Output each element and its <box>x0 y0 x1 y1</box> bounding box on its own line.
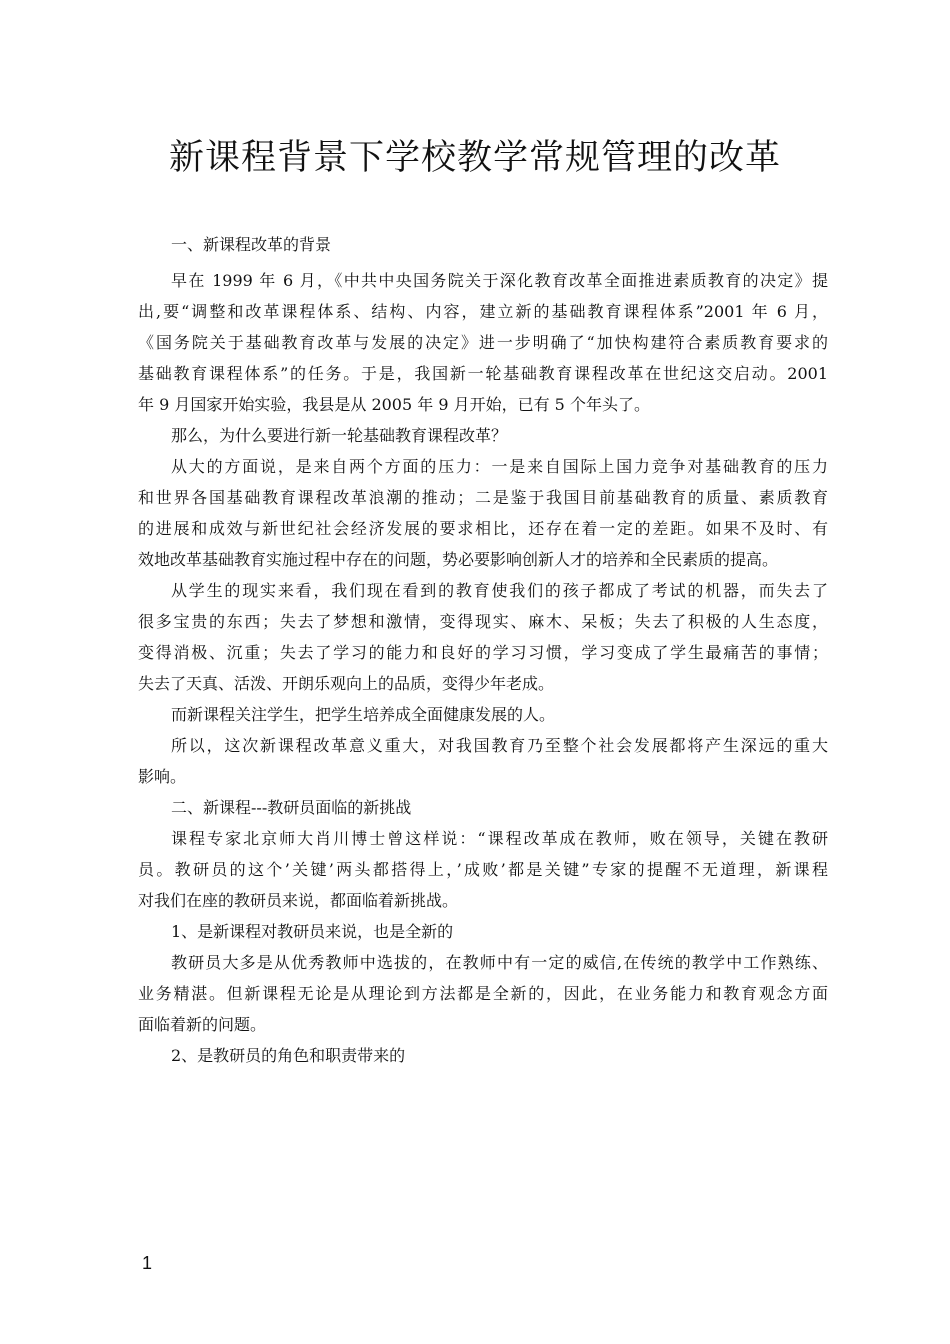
paragraph-line: 《国务院关于基础教育改革与发展的决定》进一步明确了“加快构建符合素质教育要求的 <box>138 333 828 352</box>
paragraph-line: 对我们在座的教研员来说，都面临着新挑战。 <box>138 891 459 910</box>
paragraph-line: 的进展和成效与新世纪社会经济发展的要求相比，还存在着一定的差距。如果不及时、有 <box>138 519 828 538</box>
paragraph-line: 所以，这次新课程改革意义重大，对我国教育乃至整个社会发展都将产生深远的重大 <box>171 736 828 755</box>
paragraph-line: 从大的方面说，是来自两个方面的压力：一是来自国际上国力竞争对基础教育的压力 <box>171 457 828 476</box>
paragraph-line: 出,要“调整和改革课程体系、结构、内容，建立新的基础教育课程体系”2001 年 6 月， <box>138 302 828 321</box>
paragraph-line: 早在 1999 年 6 月，《中共中央国务院关于深化教育改革全面推进素质教育的决定》提 <box>171 271 828 290</box>
paragraph-line: 效地改革基础教育实施过程中存在的问题，势必要影响创新人才的培养和全民素质的提高。 <box>138 550 779 569</box>
paragraph-line: 影响。 <box>138 767 187 786</box>
page-number: 1 <box>142 1253 153 1273</box>
paragraph-line: 很多宝贵的东西；失去了梦想和激情，变得现实、麻木、呆板；失去了积极的人生态度， <box>138 612 828 631</box>
paragraph-line: 基础教育课程体系”的任务。于是，我国新一轮基础教育课程改革在世纪这交启动。2001 <box>138 364 828 383</box>
paragraph-line: 和世界各国基础教育课程改革浪潮的推动；二是鉴于我国目前基础教育的质量、素质教育 <box>138 488 828 507</box>
document-body <box>138 229 828 1071</box>
subsection-heading-1: 1、是新课程对教研员来说，也是全新的 <box>171 922 454 941</box>
section-heading-2: 二、新课程---教研员面临的新挑战 <box>171 798 412 817</box>
section-heading-1: 一、新课程改革的背景 <box>171 235 332 254</box>
paragraph-line: 年 9 月国家开始实验，我县是从 2005 年 9 月开始，已有 5 个年头了。 <box>138 395 650 414</box>
paragraph-line: 变得消极、沉重；失去了学习的能力和良好的学习习惯，学习变成了学生最痛苦的事情； <box>138 643 828 662</box>
paragraph-line: 而新课程关注学生，把学生培养成全面健康发展的人。 <box>171 705 556 724</box>
paragraph-line: 失去了天真、活泼、开朗乐观向上的品质，变得少年老成。 <box>138 674 555 693</box>
paragraph-line: 从学生的现实来看，我们现在看到的教育使我们的孩子都成了考试的机器，而失去了 <box>171 581 828 600</box>
paragraph-line: 课程专家北京师大肖川博士曾这样说：“课程改革成在教师，败在领导，关键在教研 <box>171 829 828 848</box>
paragraph-line: 那么，为什么要进行新一轮基础教育课程改革？ <box>171 426 508 445</box>
subsection-heading-2: 2、是教研员的角色和职责带来的 <box>171 1046 406 1065</box>
page-title: 新课程背景下学校教学常规管理的改革 <box>168 138 781 178</box>
paragraph-line: 教研员大多是从优秀教师中选拔的，在教师中有一定的威信,在传统的教学中工作熟练、 <box>171 953 828 972</box>
paragraph-line: 面临着新的问题。 <box>138 1015 267 1034</box>
paragraph-line: 员。教研员的这个’关键’两头都搭得上，’成败’都是关键”专家的提醒不无道理，新课程 <box>138 860 828 879</box>
paragraph-line: 业务精湛。但新课程无论是从理论到方法都是全新的，因此，在业务能力和教育观念方面 <box>138 984 828 1003</box>
